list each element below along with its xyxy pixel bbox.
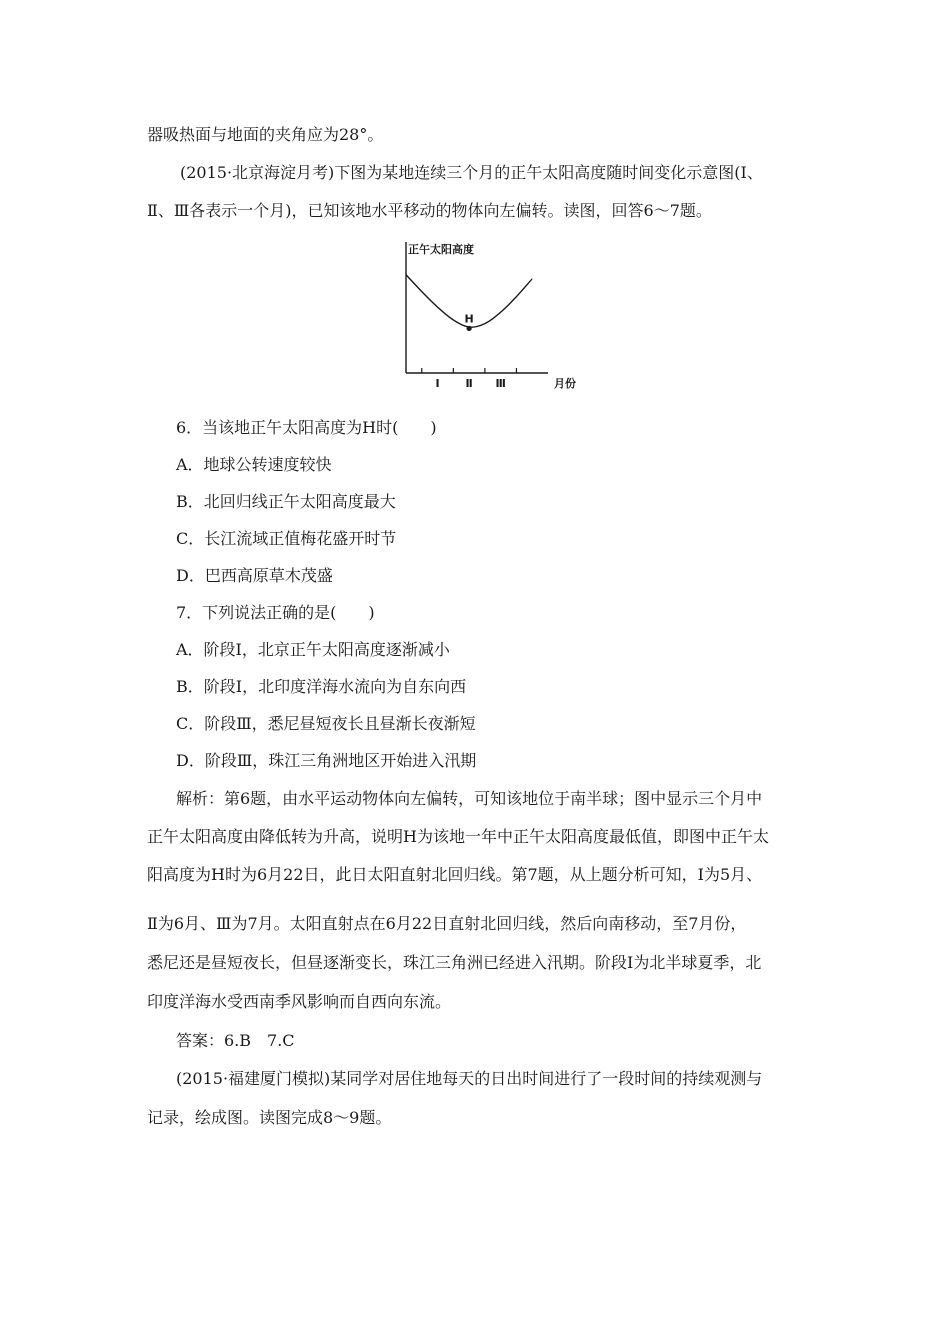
point-h-marker [467,326,472,331]
question-6: 6．当该地正午太阳高度为H时( ) [176,418,437,437]
text-line-next-1: (2015·福建厦门模拟)某同学对居住地每天的日出时间进行了一段时间的持续观测与 [176,1069,763,1088]
x-tick-label-3: Ⅲ [495,377,506,390]
x-axis-label: 月份 [554,377,576,390]
question-7: 7．下列说法正确的是( ) [176,603,375,622]
option-7d: D．阶段Ⅲ，珠江三角洲地区开始进入汛期 [176,751,477,770]
text-line-1: 器吸热面与地面的夹角应为28°。 [147,125,384,144]
option-6b: B．北回归线正午太阳高度最大 [176,492,396,511]
option-6a: A．地球公转速度较快 [176,455,332,474]
option-7a: A．阶段Ⅰ，北京正午太阳高度逐渐减小 [176,640,450,659]
analysis-line-6: 印度洋海水受西南季风影响而自西向东流。 [147,992,452,1011]
point-h-label: H [464,312,474,326]
analysis-line-1: 解析：第6题，由水平运动物体向左偏转，可知该地位于南半球；图中显示三个月中 [176,789,763,808]
analysis-line-5: 悉尼还是昼短夜长，但昼逐渐变长，珠江三角洲已经进入汛期。阶段Ⅰ为北半球夏季，北 [147,953,762,972]
option-6d: D．巴西高原草木茂盛 [176,566,333,585]
y-axis-label: 正午太阳高度 [408,243,474,256]
text-line-2: (2015·北京海淀月考)下图为某地连续三个月的正午太阳高度随时间变化示意图(Ⅰ、 [180,163,763,182]
text-line-next-2: 记录，绘成图。读图完成8～9题。 [147,1108,392,1127]
option-6c: C．长江流域正值梅花盛开时节 [176,529,397,548]
option-7c: C．阶段Ⅲ，悉尼昼短夜长且昼渐长夜渐短 [176,714,476,733]
analysis-line-3: 阳高度为H时为6月22日，此日太阳直射北回归线。第7题，从上题分析可知，Ⅰ为5月、 [147,865,763,884]
answer-line: 答案：6.B 7.C [176,1031,295,1050]
chart-svg [396,236,586,394]
x-tick-label-2: Ⅱ [465,377,473,390]
analysis-line-4: Ⅱ为6月、Ⅲ为7月。太阳直射点在6月22日直射北回归线，然后向南移动，至7月份， [147,914,747,933]
text-line-3: Ⅱ、Ⅲ各表示一个月)，已知该地水平移动的物体向左偏转。读图，回答6～7题。 [147,201,712,220]
x-tick-label-1: Ⅰ [435,377,440,390]
analysis-line-2: 正午太阳高度由降低转为升高，说明H为该地一年中正午太阳高度最低值，即图中正午太 [147,827,769,846]
noon-sun-altitude-chart [396,236,586,394]
option-7b: B．阶段Ⅰ，北印度洋海水流向为自东向西 [176,677,467,696]
